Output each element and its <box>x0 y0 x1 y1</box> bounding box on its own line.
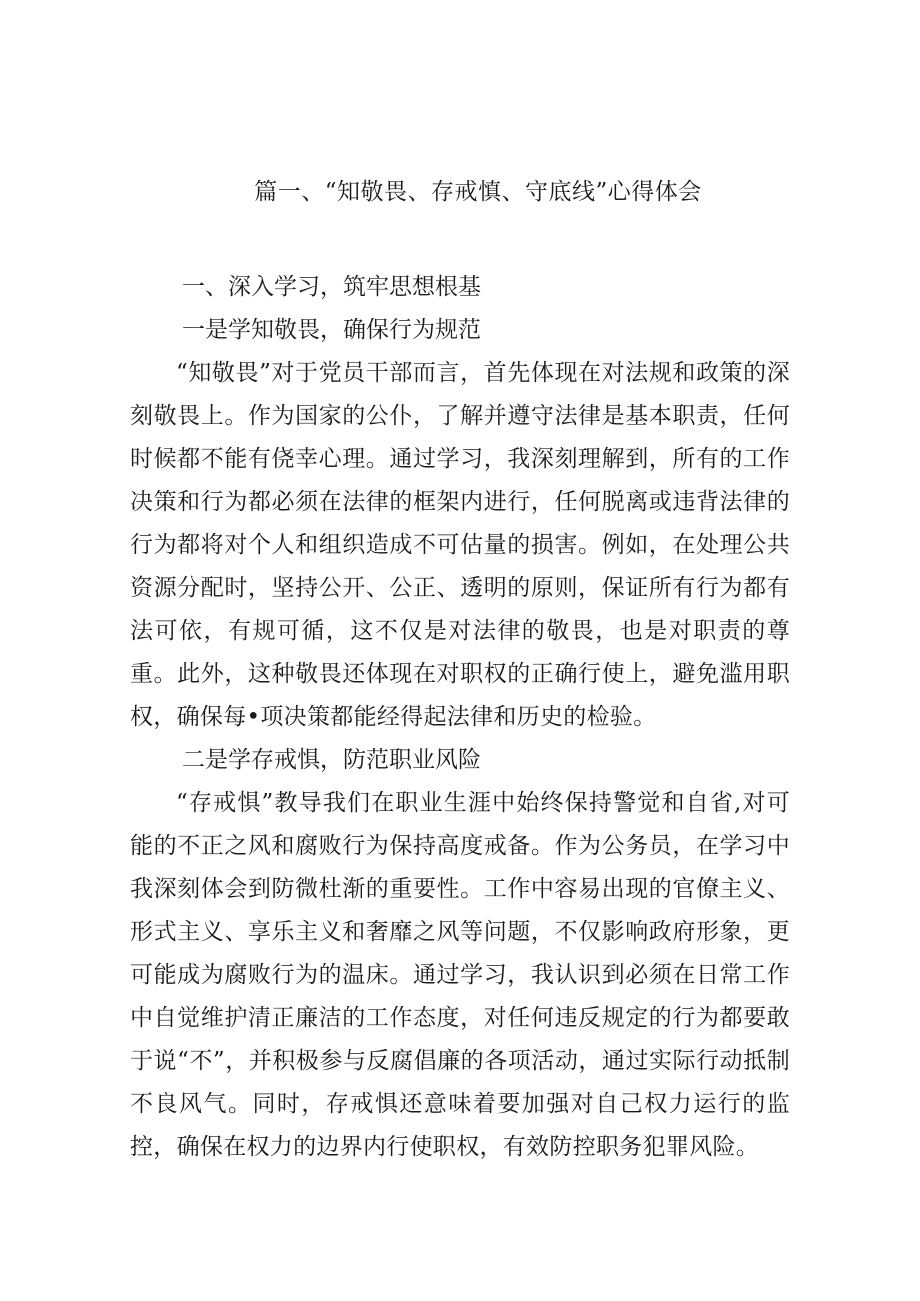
paragraph-2: “存戒惧”教导我们在职业生涯中始终保持警觉和自省,对可能的不正之风和腐败行为保持高度戒备。作为公务员，在学习中我深刻体会到防微杜渐的重要性。工作中容易出现的官僚主义、形式主义、享乐主义和奢靡之风等问题，不仅影响政府形象，更可能成为腐败行为的温床。通过学习，我认识到必须在日常工作中自觉维护清正廉洁的工作态度，对任何违反规定的行为都要敢于说“不”，并积极参与反腐倡廉的各项活动，通过实际行动抵制不良风气。同时，存戒惧还意味着要加强对自己权力运行的监控，确保在权力的边界内行使职权，有效防控职务犯罪风险。 <box>130 790 790 1160</box>
document-title: 篇一、“知敬畏、存戒慎、守底线”心得体会 <box>254 179 702 205</box>
subsection-heading-2: 二是学存戒惧，防范职业风险 <box>182 747 481 773</box>
section-heading: 一、深入学习，筑牢思想根基 <box>182 274 481 300</box>
subsection-heading-1: 一是学知敬畏，确保行为规范 <box>182 317 481 343</box>
paragraph-1: “知敬畏”对于党员干部而言，首先体现在对法规和政策的深刻敬畏上。作为国家的公仆，了解并遵守法律是基本职责，任何时候都不能有侥幸心理。通过学习，我深刻理解到，所有的工作决策和行为都必须在法律的框架内进行，任何脱离或违背法律的行为都将对个人和组织造成不可估量的损害。例如，在处理公共资源分配时，坚持公开、公正、透明的原则，保证所有行为都有法可依，有规可循，这不仅是对法律的敬畏，也是对职责的尊重。此外，这种敬畏还体现在对职权的正确行使上，避免滥用职权，确保每•项决策都能经得起法律和历史的检验。 <box>130 360 790 730</box>
document-body <box>130 266 790 1169</box>
